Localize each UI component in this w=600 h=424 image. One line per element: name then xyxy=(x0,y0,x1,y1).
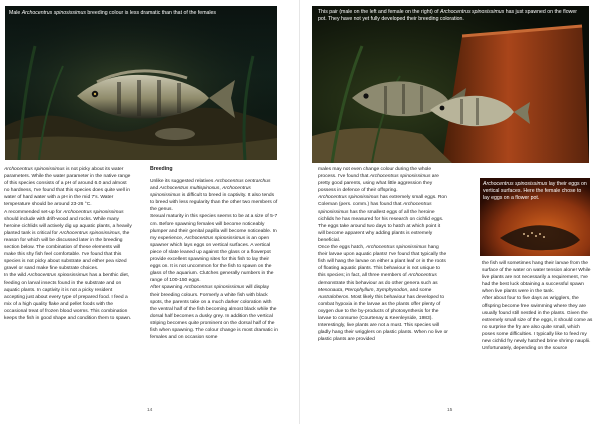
right-page-column-1: males may not even change colour during the whole process. I've found that Archocentrus spinosissimus are pretty good parents, using what little aggression they possess in defence of their offspring. Archocentrus spinosissimus has extremely small eggs. Ron Coleman (pers. comm.) has found that Archocentrus spinosissimus has the smallest eggs of all the heroine cichlids he has measured for his research on cichlid eggs. The eggs take around two days to hatch at which point it will become apparent why adding plants is extremely beneficial. Once the eggs hatch, Archocentrus spinosissimus hang their larvae upon aquatic plants! I've found that typically the fish will hang the larvae on either a plant leaf or in the roots of floating aquatic plants. This behaviour is not unique to this species; in fact, all three members of Archocentrus demonstrate this behaviour as do other genera such as Mesonauta, Pterophyllum, Symphysodon, and some Australoheros. Most likely this behaviour has developed to combat hypoxia in the larvae as the plants offer plenty of oxygen due to the by-products of photosynthesis for the larvae to consume (Courtenay & Keenleyside, 1983). Interestingly, live plants are not a must. This species will gladly hang their wrigglers on plastic plants. When no live or plastic plants are provided xyxy=(318,167,448,343)
left-page-column-2 xyxy=(150,166,278,402)
breeding-heading: Breeding xyxy=(150,166,173,172)
inset-photo-caption: Archocentrus spinosissimus lay their eggs on vertical surfaces. Here the female chose to lay eggs on a flower pot. xyxy=(483,181,587,201)
right-page-column-2: the fish will sometimes hang their larvae from the surface of the water on water tension alone! While live plants are not necessarily a requirement, I've had the best luck obtaining a successful spawn when live plants were in the tank. After about four to five days as wrigglers, the offspring become free swimming where they are usually found still nestled in the plants. Given the extremely small size of the eggs, it should come as no surprise the fry are also quite small, which poses some difficulties. I typically like to feed my new cichlid fry newly hatched brine shrimp nauplii. Unfortunately, depending on the source xyxy=(482,261,593,352)
breeding-body: Unlike its suggested relatives Archocentrus centrarchus and Archocentrus multispinosus, Archocentrus spinosissimus is difficult to breed in captivity. It also tends to breed with less regularity than the other two members of the genus. Sexual maturity in this species seems to be at a size of 5-7 cm. Before spawning females will become noticeably plumper and their genital papilla will become noticeable. In my experience, Archocentrus spinosissimus is an open spawner which lays eggs on vertical surfaces. A vertical piece of slate leaned up against the glass or a flowerpot provide excellent spawning sites for this fish to lay their eggs on. It is not uncommon for the fish to spawn on the glass of the aquarium. Clutches generally numbers in the range of 100-150 eggs. After spawning Archocentrus spinosissimus will display their breeding colours. Formerly a white fish with black spots, the parents take on a much darker coloration with the ventral half of the fish becoming almost black while the dorsal half becomes a dusky grey. In addition the vertical striping becomes quite prominent on the dorsal half of the fish when spawning. The colour change is most dramatic in females and on occasion some xyxy=(150,179,278,341)
left-page-column-1: Archocentrus spinosissimus is not picky about its water parameters. While the water parameter in the native range of this species consists of a pH of around 6.0 and almost no hardness, I've found that this species does quite well in water of hard water with a pH in the mid 7's. Water temperature should be around 23-26 °C. A recommended set-up for Archocentrus spinosissimus should include with drift-wood and rocks. While many heroine cichlids will actively dig up aquatic plants, a heavily planted tank is critical for Archocentrus spinosissimus, the reason for which will be discussed later in the breeding section below. The combination of these elements will make this shy fish feel comfortable. I've found that this species is not picky about substrate and either pea sized gravel or sand make fine substrate choices. In the wild Archocentrus spinosissimus has a benthic diet, feeding on larval insects found in the substrate and on aquatic plants. In captivity it is not a picky resident accepting just about every type of prepared food. I feed a mix of a high quality flake and pellet foods with the occasional treat of frozen blood worms. This combination keeps the fish in good shape and condition them to spawn. xyxy=(4,167,132,321)
page-number-left: 14 xyxy=(147,408,153,413)
male-cichlid-illustration xyxy=(5,6,277,160)
male-cichlid-photo xyxy=(5,6,277,160)
right-photo-caption: This pair (male on the left and female on the right) of Archocentrus spinosissimus has just spawned on the flower pot. They have not yet fully developed their breeding coloration. xyxy=(318,9,577,22)
spawning-pair-photo xyxy=(312,6,589,163)
page-number-right: 15 xyxy=(447,408,453,413)
left-photo-caption: Male Archocentrus spinosissimus breeding colour is less dramatic than that of the females xyxy=(9,10,217,16)
eggs-on-flowerpot-photo xyxy=(480,178,590,256)
spawning-pair-illustration xyxy=(312,6,589,163)
